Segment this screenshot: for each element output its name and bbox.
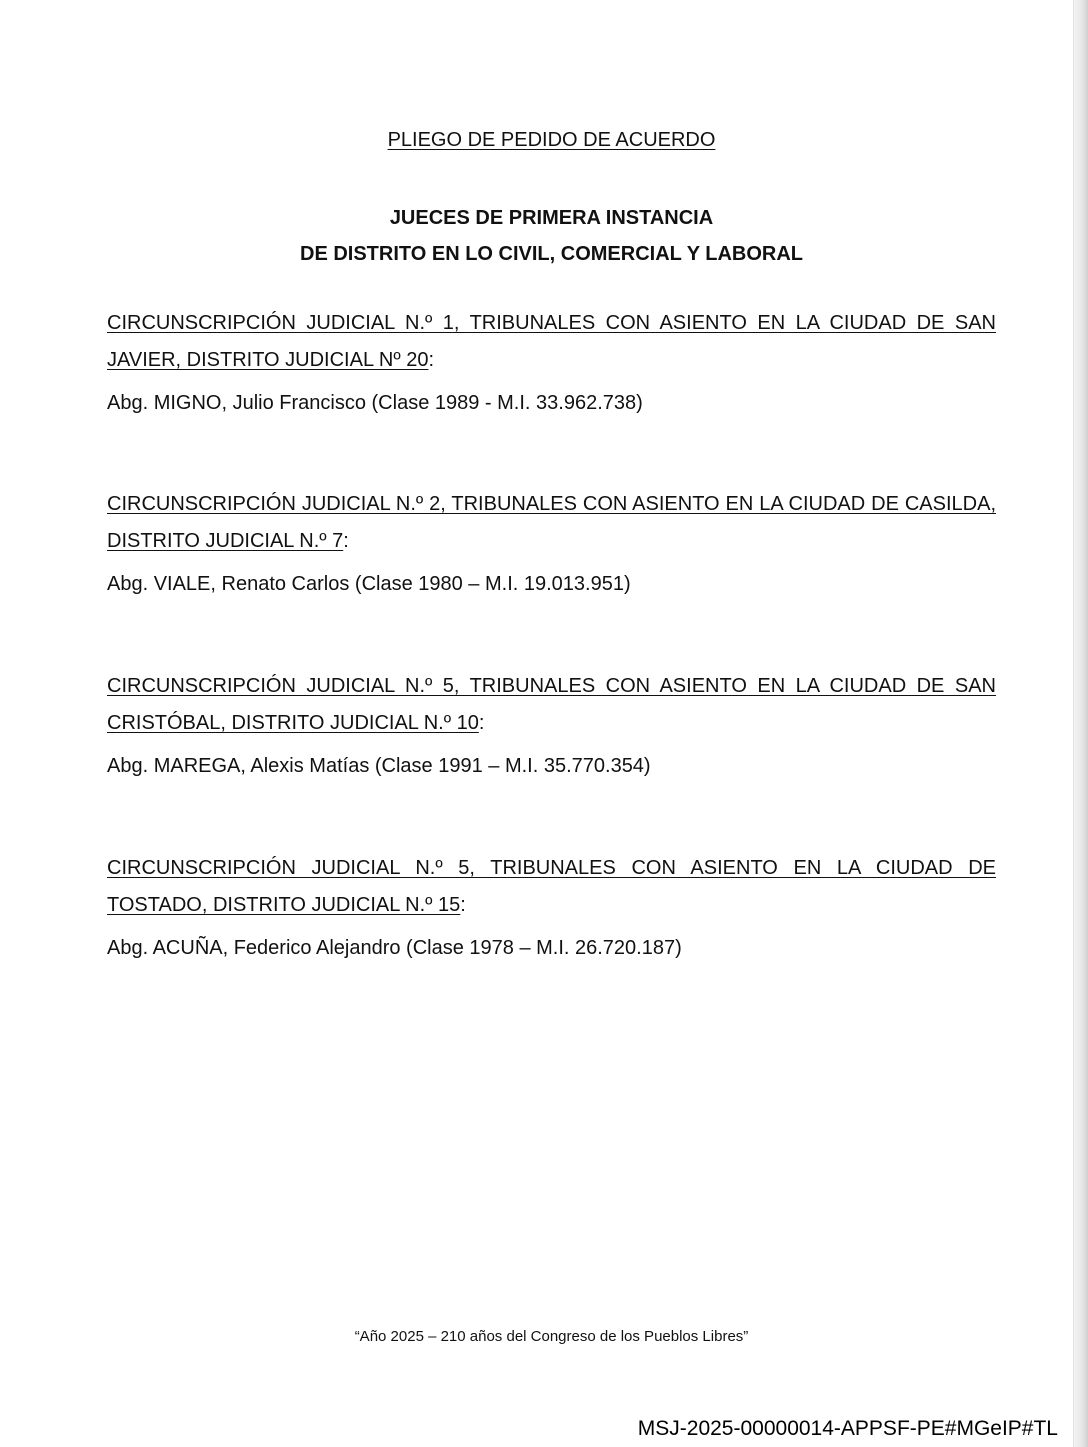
document-heading <box>0 200 1088 272</box>
section-header <box>107 668 996 742</box>
candidate-entry: Abg. MAREGA, Alexis Matías (Clase 1991 – M.I. 35.770.354) <box>107 755 651 777</box>
heading-line-1: JUECES DE PRIMERA INSTANCIA <box>389 207 714 229</box>
section-header-colon: : <box>428 349 435 371</box>
district-section-3 <box>107 668 996 778</box>
district-section-2 <box>107 486 996 596</box>
section-header-colon: : <box>478 712 485 734</box>
heading-line-2: DE DISTRITO EN LO CIVIL, COMERCIAL Y LABORAL <box>300 243 803 265</box>
document-title: PLIEGO DE PEDIDO DE ACUERDO <box>387 129 716 151</box>
section-header <box>107 850 996 924</box>
section-header-text: CIRCUNSCRIPCIÓN JUDICIAL N.º 5, TRIBUNALES CON ASIENTO EN LA CIUDAD DE TOSTADO, DISTRITO JUDICIAL N.º 15 <box>107 857 996 916</box>
section-header-text: CIRCUNSCRIPCIÓN JUDICIAL N.º 2, TRIBUNALES CON ASIENTO EN LA CIUDAD DE CASILDA, DISTRITO JUDICIAL N.º 7 <box>107 493 996 552</box>
section-header-colon: : <box>460 894 466 916</box>
candidate-entry: Abg. MIGNO, Julio Francisco (Clase 1989 - M.I. 33.962.738) <box>107 392 643 414</box>
section-header-colon: : <box>343 530 349 552</box>
section-header-text: CIRCUNSCRIPCIÓN JUDICIAL N.º 1, TRIBUNALES CON ASIENTO EN LA CIUDAD DE SAN JAVIER, DISTRITO JUDICIAL Nº 20 <box>107 312 996 371</box>
district-section-1 <box>107 305 996 415</box>
district-section-4 <box>107 850 996 960</box>
section-header <box>107 305 996 379</box>
candidate-entry: Abg. VIALE, Renato Carlos (Clase 1980 – M.I. 19.013.951) <box>107 573 631 595</box>
section-header-text: CIRCUNSCRIPCIÓN JUDICIAL N.º 5, TRIBUNALES CON ASIENTO EN LA CIUDAD DE SAN CRISTÓBAL, DISTRITO JUDICIAL N.º 10 <box>107 675 996 734</box>
candidate-entry: Abg. ACUÑA, Federico Alejandro (Clase 1978 – M.I. 26.720.187) <box>107 937 682 959</box>
section-header <box>107 486 996 560</box>
document-code: MSJ-2025-00000014-APPSF-PE#MGeIP#TL <box>637 1417 1058 1440</box>
footer-motto: “Año 2025 – 210 años del Congreso de los Pueblos Libres” <box>354 1328 749 1345</box>
